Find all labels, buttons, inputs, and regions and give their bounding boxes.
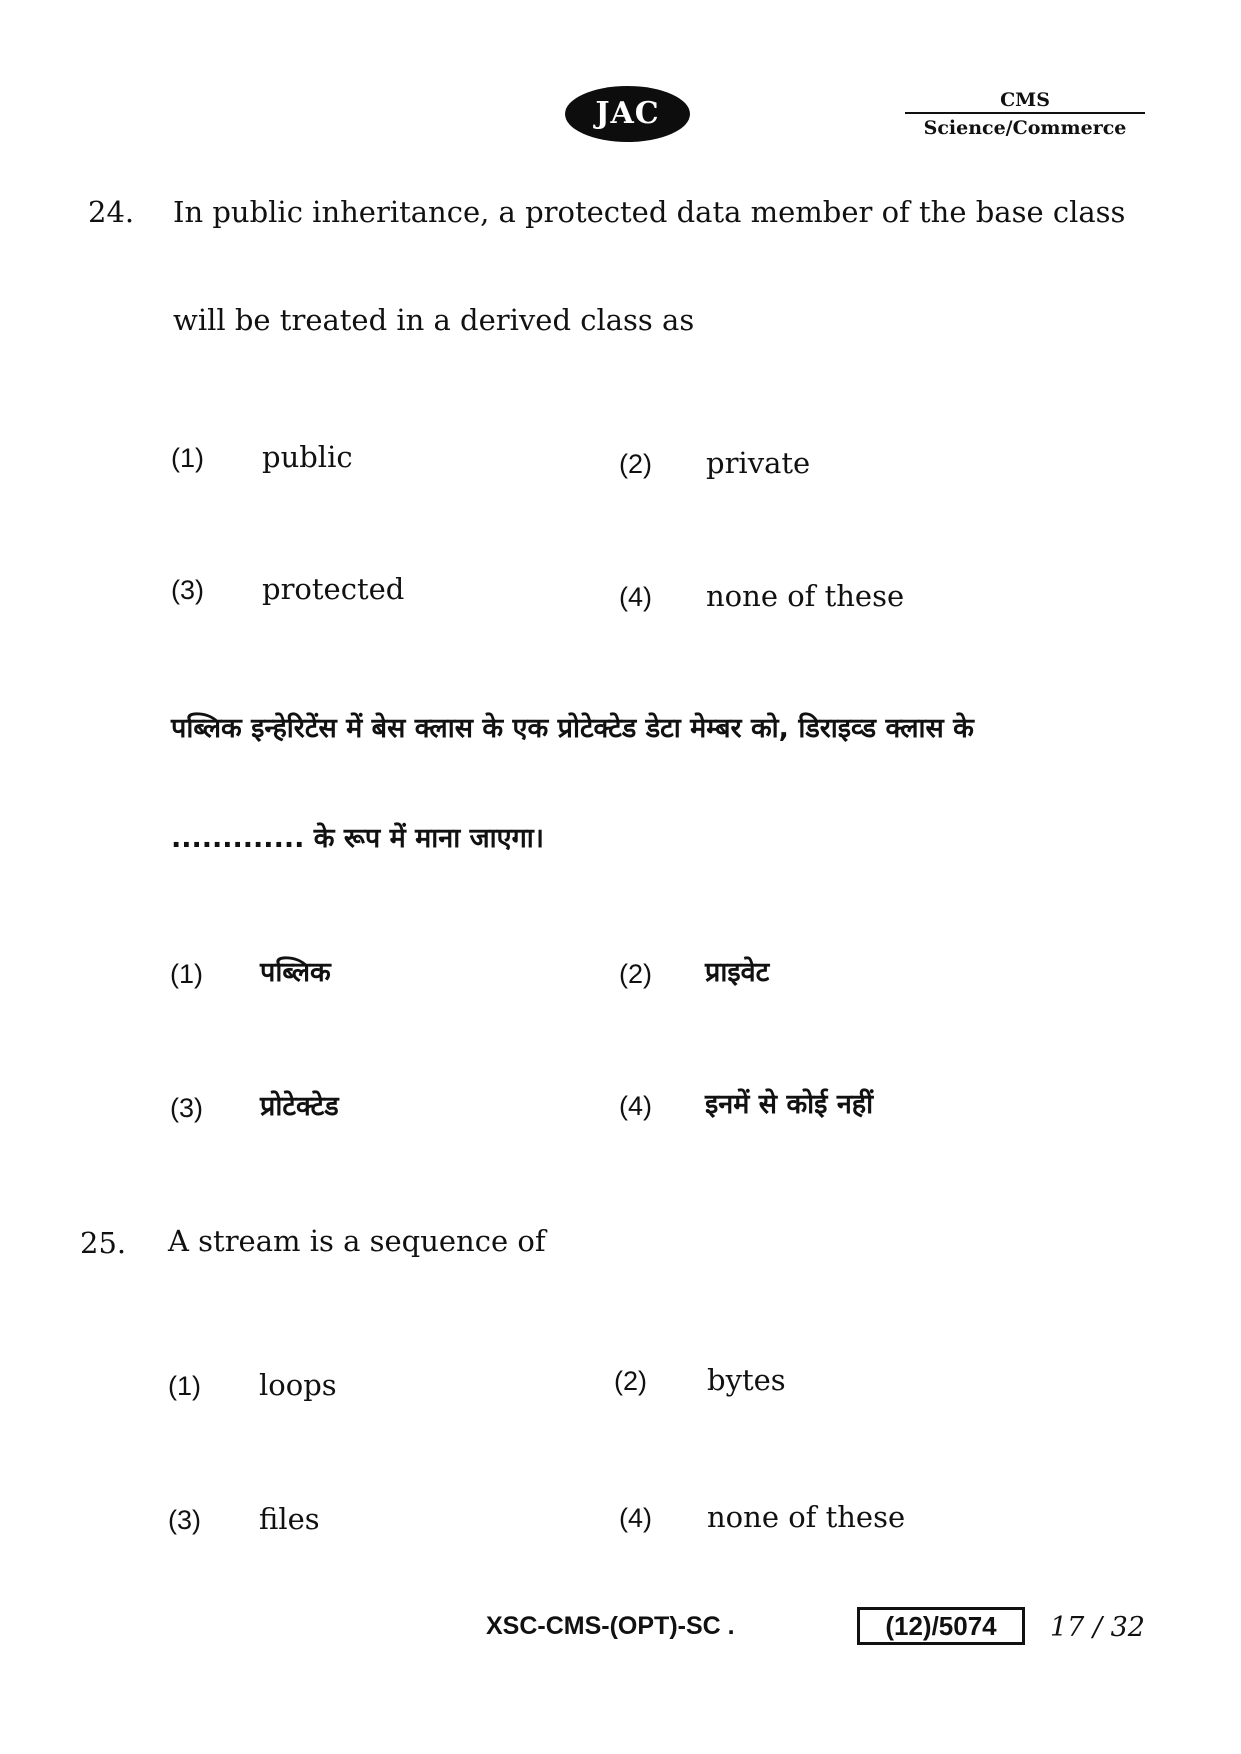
question-number: 24.: [88, 195, 135, 229]
set-code-box: (12)/5074: [857, 1607, 1025, 1645]
question-text-en-line2: will be treated in a derived class as: [173, 303, 695, 337]
option-text: none of these: [707, 1500, 906, 1534]
option-number: (4): [619, 1503, 652, 1533]
option-number: (4): [619, 1091, 652, 1121]
option-text: private: [706, 446, 811, 480]
option-number: (1): [168, 1371, 201, 1401]
option-number: (1): [170, 959, 203, 989]
option-text: प्राइवेट: [705, 957, 770, 988]
option-number: (3): [171, 575, 204, 605]
option-text: none of these: [706, 579, 905, 613]
stream-label: Science/Commerce: [923, 117, 1127, 139]
option-text: प्रोटेक्टेड: [260, 1091, 339, 1122]
option-text: public: [262, 440, 353, 474]
option-text: protected: [262, 572, 405, 606]
header-rule: [905, 112, 1145, 114]
option-text: loops: [259, 1368, 337, 1402]
question-text-hi-line1: पब्लिक इन्हेरिटेंस में बेस क्लास के एक प्रोटेक्टेड डेटा मेम्बर को, डिराइव्ड क्लास के: [171, 713, 974, 744]
question-text-hi-line2: ............. के रूप में माना जाएगा।: [171, 823, 545, 854]
option-number: (3): [170, 1093, 203, 1123]
subject-header: [905, 90, 1145, 139]
question-text-en-line1: A stream is a sequence of: [168, 1224, 546, 1258]
paper-code: XSC-CMS-(OPT)-SC .: [486, 1612, 735, 1640]
jac-logo: JAC: [565, 86, 690, 142]
subject-code: CMS: [1000, 89, 1050, 111]
option-number: (2): [619, 959, 652, 989]
option-number: (1): [171, 443, 204, 473]
question-text-en-line1: In public inheritance, a protected data member of the base class: [173, 195, 1126, 229]
option-number: (3): [168, 1505, 201, 1535]
option-number: (4): [619, 582, 652, 612]
option-text: पब्लिक: [260, 957, 331, 988]
option-text: bytes: [707, 1363, 786, 1397]
question-number: 25.: [80, 1226, 127, 1260]
page-number: 17 / 32: [1050, 1612, 1145, 1643]
option-text: इनमें से कोई नहीं: [705, 1089, 874, 1120]
option-number: (2): [619, 449, 652, 479]
option-text: files: [259, 1502, 320, 1536]
option-number: (2): [614, 1366, 647, 1396]
